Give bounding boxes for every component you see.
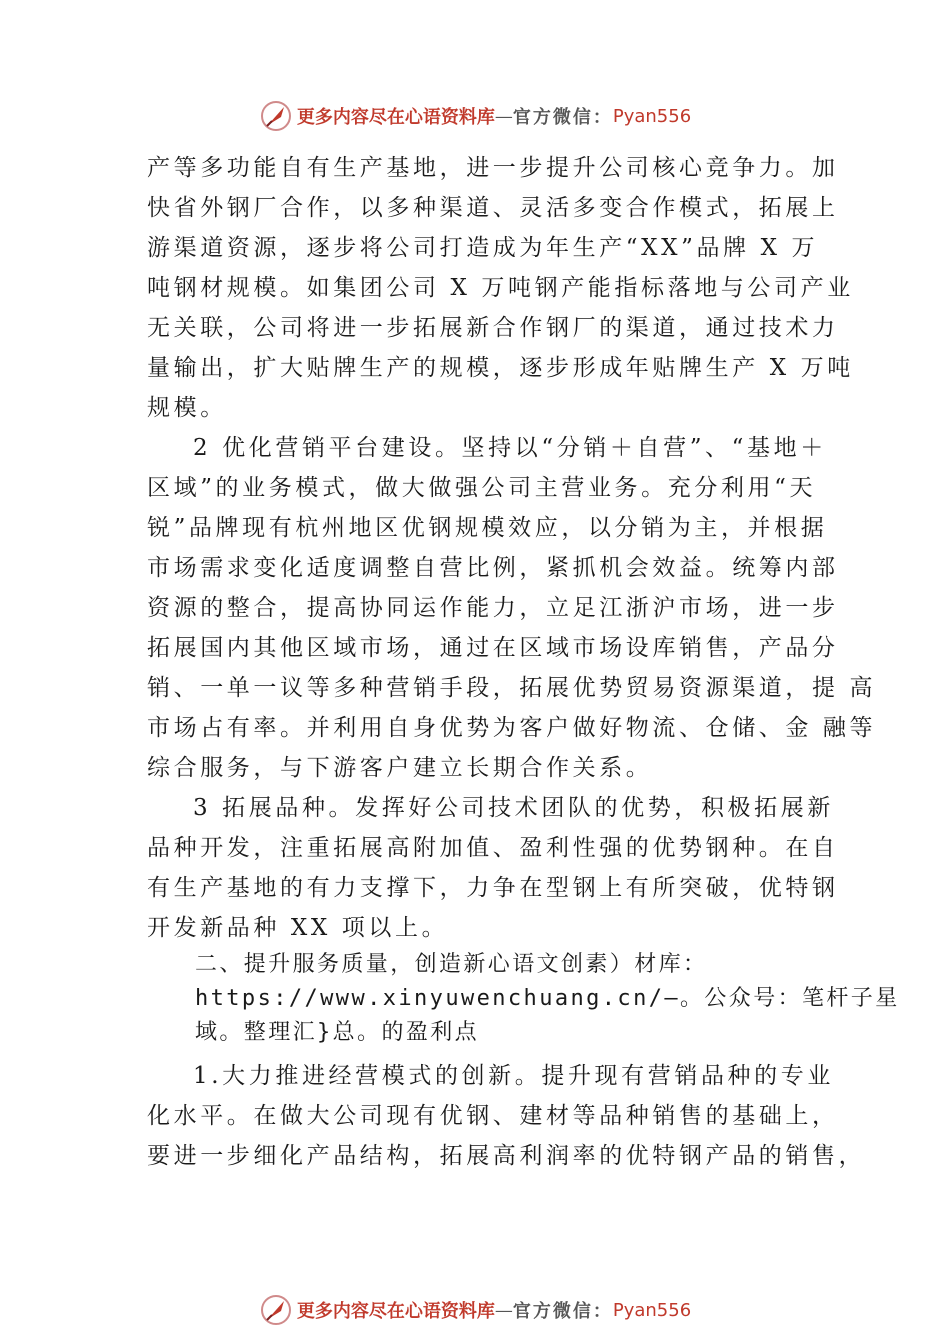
paragraph-4 (147, 1056, 866, 1176)
paragraph-3 (147, 788, 839, 948)
banner-brand-text: 更多内容尽在心语资料库 (296, 1301, 495, 1322)
text-line: 资源的整合，提高协同运作能力，立足江浙沪市场，进一步 (147, 595, 839, 621)
paragraph-1 (147, 148, 854, 428)
footer-watermark (0, 1290, 950, 1330)
banner-wechat-id: Pyan556 (612, 105, 692, 127)
text-line: 综合服务，与下游客户建立长期合作关系。 (147, 755, 653, 781)
text-line: 快省外钢厂合作，以多种渠道、灵活多变合作模式，拓展上 (147, 195, 839, 221)
text-line: 区域”的业务模式，做大做强公司主营业务。充分利用“天 (147, 475, 817, 501)
text-line: 要进一步细化产品结构，拓展高利润率的优特钢产品的销售， (147, 1143, 866, 1169)
text-line: 无关联，公司将进一步拓展新合作钢厂的渠道，通过技术力 (147, 315, 839, 341)
paragraph-2 (147, 428, 877, 788)
text-line: 化水平。在做大公司现有优钢、建材等品种销售的基础上， (147, 1103, 839, 1129)
header-watermark (0, 96, 950, 136)
text-line: 品种开发，注重拓展高附加值、盈利性强的优势钢种。在自 (147, 835, 839, 861)
text-line: 销、一单一议等多种营销手段，拓展优势贸易资源渠道，提 高 (147, 675, 877, 701)
text-line: 有生产基地的有力支撑下，力争在型钢上有所突破，优特钢 (147, 875, 839, 901)
text-line: 产等多功能自有生产基地，进一步提升公司核心竞争力。加 (147, 155, 839, 181)
quill-logo-icon (259, 99, 293, 133)
heading-line: 二、提升服务质量，创造新心语文创素）材库： (195, 952, 708, 977)
banner-wechat-label: 官方微信： (512, 107, 613, 128)
banner-dash: — (494, 1299, 513, 1321)
banner-wechat-id: Pyan556 (612, 1299, 692, 1321)
text-line: 市场需求变化适度调整自营比例，紧抓机会效益。统筹内部 (147, 555, 839, 581)
text-line: 锐”品牌现有杭州地区优钢规模效应，以分销为主，并根据 (147, 515, 828, 541)
banner-dash: — (494, 105, 513, 127)
text-line: 吨钢材规模。如集团公司 X 万吨钢产能指标落地与公司产业 (147, 275, 854, 301)
text-line: 开发新品种 XX 项以上。 (147, 915, 449, 941)
text-line: 拓展国内其他区域市场，通过在区域市场设库销售，产品分 (147, 635, 839, 661)
text-line: 2 优化营销平台建设。坚持以“分销＋自营”、“基地＋ (193, 435, 827, 461)
text-line: 3 拓展品种。发挥好公司技术团队的优势，积极拓展新 (193, 795, 834, 821)
text-line: 规模。 (147, 395, 227, 421)
text-line: 游渠道资源，逐步将公司打造成为年生产“XX”品牌 X 万 (147, 235, 819, 261)
text-line: 1.大力推进经营模式的创新。提升现有营销品种的专业 (193, 1063, 834, 1089)
document-body (147, 148, 900, 1176)
heading-line: https://www.xinyuwenchuang.cn/—。公众号：笔杆子星 (195, 986, 900, 1011)
quill-logo-icon (259, 1293, 293, 1327)
banner-wechat-label: 官方微信： (512, 1301, 613, 1322)
text-line: 市场占有率。并利用自身优势为客户做好物流、仓储、金 融等 (147, 715, 877, 741)
banner-brand-text: 更多内容尽在心语资料库 (296, 107, 495, 128)
heading-line: 域。整理汇}总。的盈利点 (195, 1020, 480, 1045)
text-line: 量输出，扩大贴牌生产的规模，逐步形成年贴牌生产 X 万吨 (147, 355, 854, 381)
section-heading (147, 948, 900, 1050)
